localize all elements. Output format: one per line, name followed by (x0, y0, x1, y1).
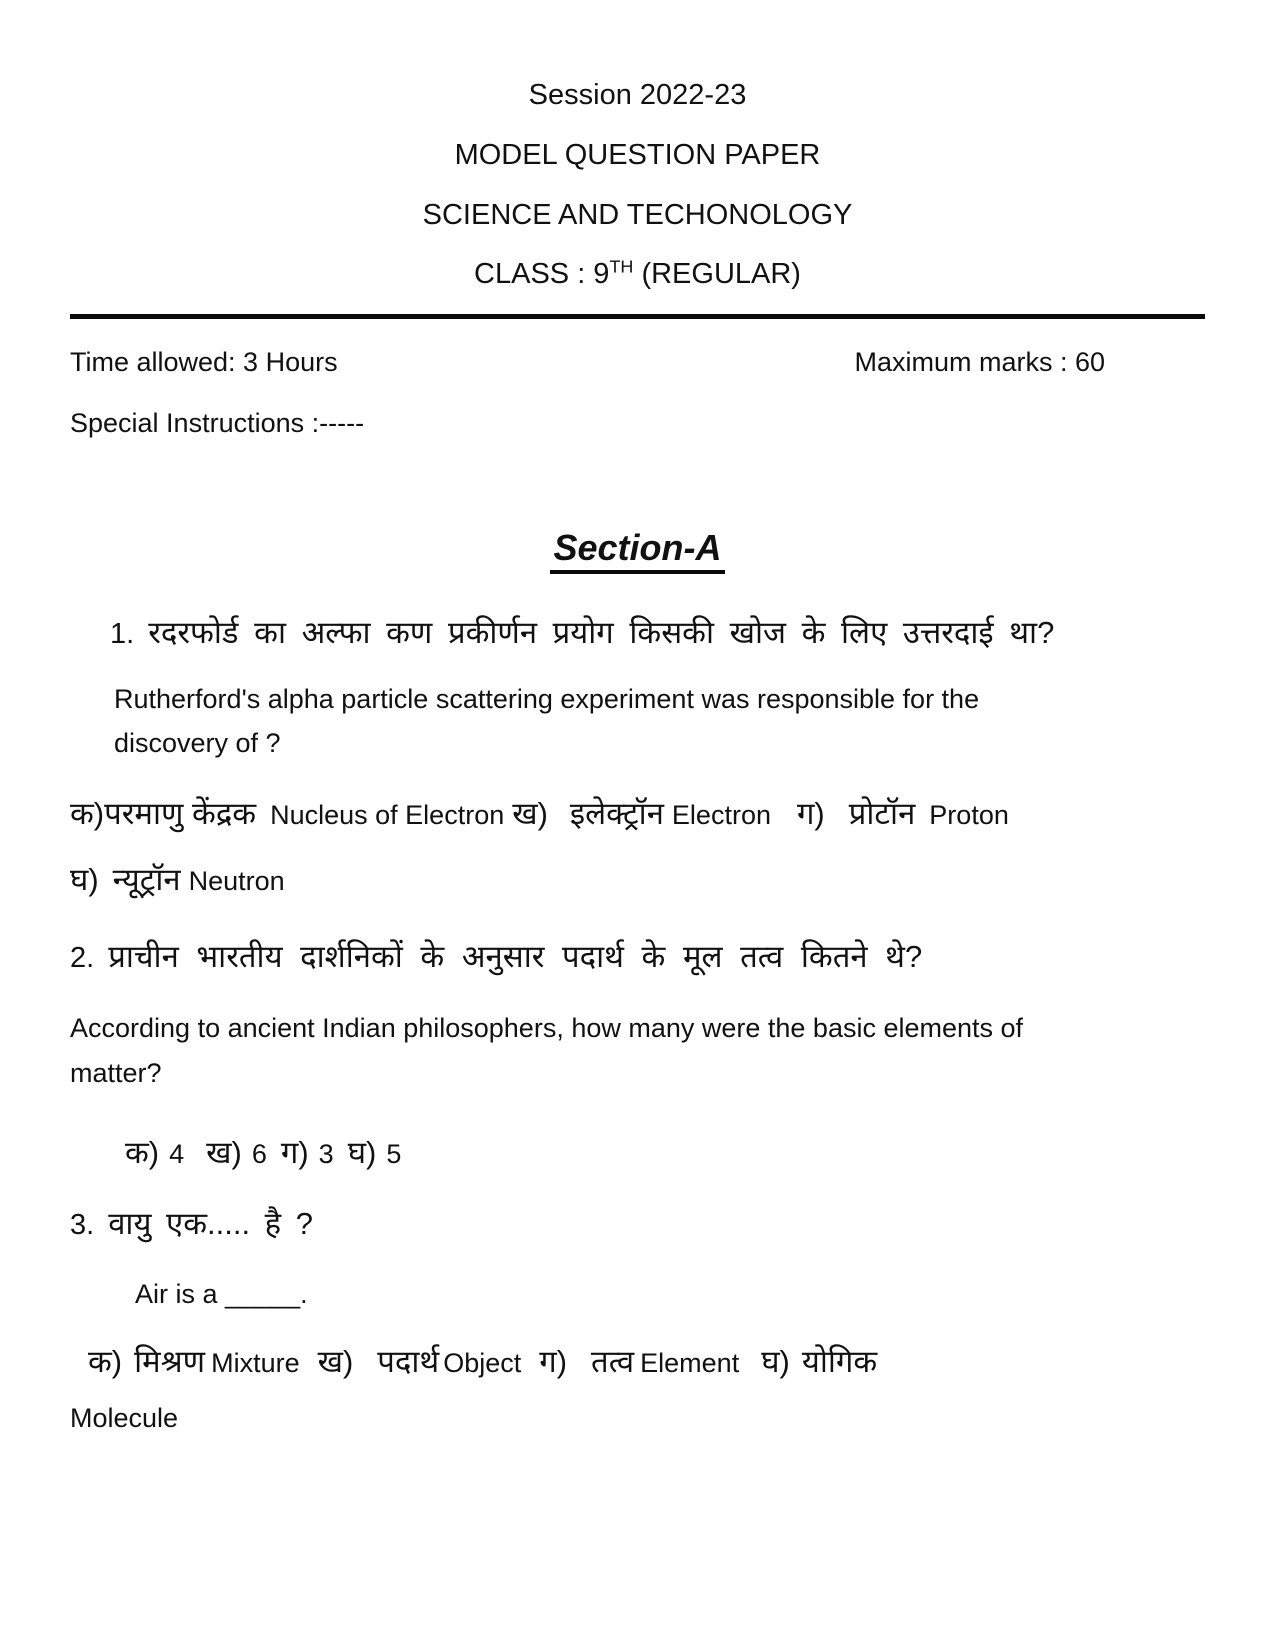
special-instructions: Special Instructions :----- (70, 407, 365, 438)
q3-number: 3. (70, 1209, 95, 1242)
q3-option-a-english: Mixture (211, 1347, 300, 1378)
time-allowed-label: Time allowed: 3 Hours (70, 347, 338, 378)
q2-option-a-value: 4 (169, 1139, 185, 1170)
q3-options-line1 (88, 1338, 1205, 1386)
q2-option-c-value: 3 (318, 1139, 334, 1170)
maximum-marks-label: Maximum marks : 60 (854, 347, 1105, 378)
q3-english-line1: Air is a _____. (135, 1278, 308, 1309)
q2-options-line (125, 1129, 1205, 1177)
q1-options-line1 (70, 790, 1205, 838)
q1-hindi-line (110, 610, 1205, 657)
q1-english-line1: Rutherford's alpha particle scattering experiment was responsible for the (114, 683, 980, 714)
q3-option-c-label: ग) (539, 1343, 568, 1379)
q1-option-d-label: घ) (70, 861, 99, 897)
q3-option-d-label: घ) (761, 1343, 790, 1379)
q3-hindi-line (70, 1201, 1205, 1248)
q1-option-b-label: ख) (512, 795, 548, 831)
q1-option-b-english: Electron (671, 799, 771, 830)
section-heading-wrap (70, 527, 1205, 574)
q1-option-a-english: Nucleus of Electron (270, 799, 505, 830)
q1-options-line2 (70, 856, 1205, 904)
q1-option-a-label: क) (70, 795, 105, 831)
class-suffix: (REGULAR) (633, 258, 801, 291)
q2-option-c-label: ग) (280, 1135, 309, 1171)
q1-option-c-label: ग) (796, 795, 825, 831)
q2-hindi-line (70, 934, 1205, 981)
q2-english-line2: matter? (70, 1057, 162, 1088)
q1-option-a-hindi: परमाणु केंद्रक (104, 795, 257, 831)
q2-option-d-label: घ) (347, 1135, 377, 1171)
q3-option-d-hindi: योगिक (801, 1343, 878, 1379)
q1-number: 1. (110, 618, 135, 651)
q1-option-b-hindi: इलेक्ट्रॉन (569, 795, 664, 831)
q3-option-a-label: क) (88, 1343, 123, 1379)
q3-hindi-text: वायु एक..... है ? (108, 1206, 313, 1242)
q2-option-b-value: 6 (251, 1139, 267, 1170)
q2-option-b-label: ख) (206, 1135, 242, 1171)
q3-option-c-hindi: तत्व (591, 1343, 635, 1379)
q1-option-d-hindi: न्यूट्रॉन (112, 861, 181, 897)
meta-row (70, 346, 1205, 378)
q3-option-d-english: Molecule (70, 1403, 179, 1433)
q1-option-c-hindi: प्रोटॉन (848, 795, 916, 831)
q2-option-d-value: 5 (386, 1139, 402, 1170)
q3-option-b-label: ख) (317, 1343, 354, 1379)
header-divider-rule (70, 314, 1205, 319)
q1-option-c-english: Proton (929, 799, 1009, 830)
q3-option-c-english: Element (640, 1347, 740, 1378)
q1-hindi-text: रदरफोर्ड का अल्फा कण प्रकीर्णन प्रयोग किसकी खोज के लिए उत्तरदाई था? (148, 615, 1055, 651)
session-line: Session 2022-23 (528, 79, 747, 111)
q2-option-a-label: क) (125, 1135, 160, 1171)
class-line (70, 257, 1205, 292)
q2-number: 2. (70, 941, 95, 974)
q3-option-b-hindi: पदार्थ (377, 1343, 440, 1379)
q2-english-line1: According to ancient Indian philosophers, how many were the basic elements of (70, 1013, 1024, 1044)
q3-option-a-hindi: मिश्रण (134, 1343, 206, 1379)
section-heading: Section-A (550, 527, 724, 574)
class-superscript: TH (609, 256, 634, 277)
class-prefix: CLASS : 9 (474, 258, 610, 291)
paper-title: MODEL QUESTION PAPER (454, 138, 821, 171)
q3-option-b-english: Object (443, 1347, 522, 1378)
subject-title: SCIENCE AND TECHONOLOGY (422, 198, 853, 231)
q1-option-d-english: Neutron (188, 865, 285, 896)
q2-hindi-text: प्राचीन भारतीय दार्शनिकों के अनुसार पदार्थ के मूल तत्व कितने थे? (108, 938, 923, 974)
q1-english-line2: discovery of ? (114, 728, 281, 759)
